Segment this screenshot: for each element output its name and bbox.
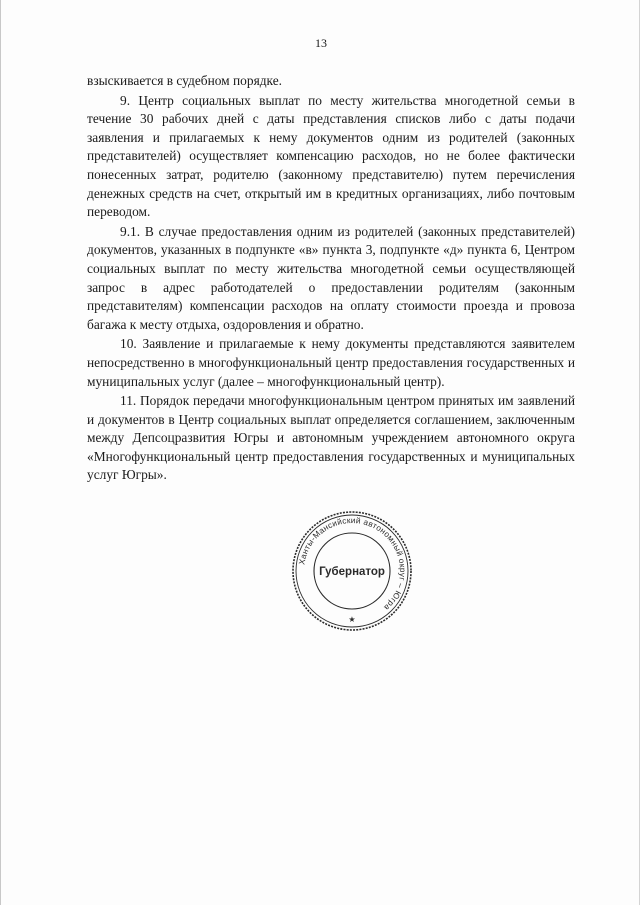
star-icon: ★	[348, 615, 356, 624]
page-number: 13	[315, 36, 327, 50]
seal-ring-text: Ханты-Мансийский автономный округ – Югра	[297, 515, 408, 613]
document-body	[87, 72, 575, 486]
paragraph-continuation: взыскивается в судебном порядке.	[87, 73, 282, 88]
seal-center-text: Губернатор	[319, 566, 385, 578]
governor-seal	[290, 509, 414, 633]
paragraph-item-11: 11. Порядок передачи многофункциональным центром принятых им заявлений и документов в Центр социальных выплат определяется соглашением, заключенным между Депсоцразвития Югры и автономным учреждением автономного округа «Многофункциональный центр предоставления государственных и муниципальных услуг Югры».	[87, 393, 575, 483]
paragraph-item-9-1: 9.1. В случае предоставления одним из родителей (законных представителей) документов, указанных в подпункте «в» пункта 3, подпункте «д» пункта 6, Центром социальных выплат по месту жительства многодетной семьи осуществляющей запрос в адрес работодателей о предоставлении родителям (законным представителям) компенсации расходов на оплату стоимости проезда и провоза багажа к месту отдыха, оздоровления и обратно.	[87, 223, 575, 332]
paragraph-item-9: 9. Центр социальных выплат по месту жительства многодетной семьи в течение 30 рабочих дней с даты представления списков либо с даты подачи заявления и прилагаемых к нему документов одним из родителей (законных представителей) осуществляет компенсацию расходов, но не более фактически понесенных затрат, родителю (законному представителю) путем перечисления денежных средств на счет, открытый им в кредитных организациях, либо почтовым переводом.	[87, 92, 575, 220]
paragraph-item-10: 10. Заявление и прилагаемые к нему документы представляются заявителем непосредственно в многофункциональный центр предоставления государственных и муниципальных услуг (далее – многофункциональный центр).	[87, 336, 575, 389]
